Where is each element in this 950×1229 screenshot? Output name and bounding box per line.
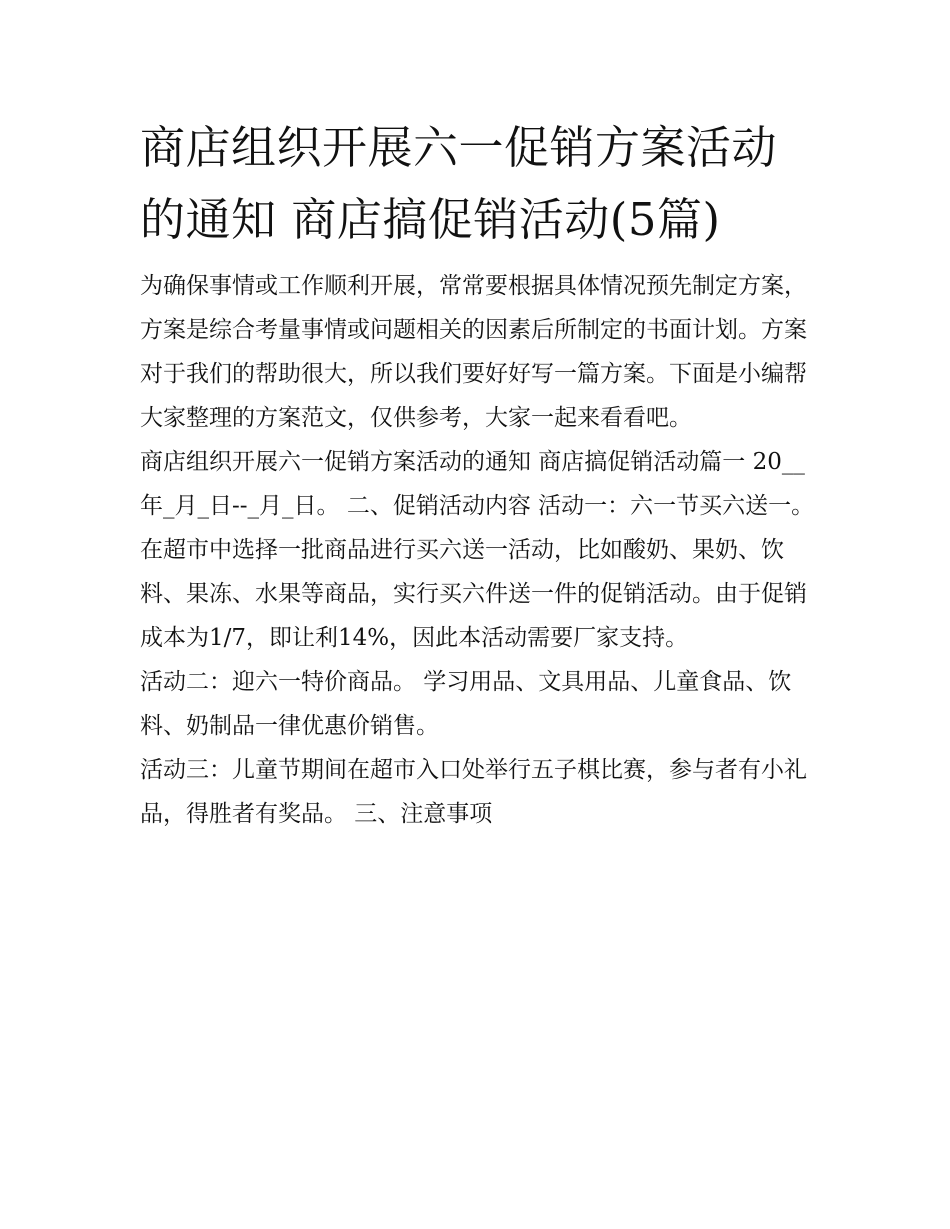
paragraph-activity-three: 活动三：儿童节期间在超市入口处举行五子棋比赛，参与者有小礼品，得胜者有奖品。 三、注意事项: [140, 757, 807, 827]
paragraph-activity-two: 活动二：迎六一特价商品。 学习用品、文具用品、儿童食品、饮料、奶制品一律优惠价销售。: [140, 669, 792, 739]
document-title: 商店组织开展六一促销方案活动的通知 商店搞促销活动(5篇): [140, 121, 778, 246]
paragraph-intro: 为确保事情或工作顺利开展，常常要根据具体情况预先制定方案，方案是综合考量事情或问题相关的因素后所制定的书面计划。方案对于我们的帮助很大，所以我们要好好写一篇方案。下面是小编帮大家整理的方案范文，仅供参考，大家一起来看看吧。: [140, 273, 807, 431]
paragraph-event-time: 商店组织开展六一促销方案活动的通知 商店搞促销活动篇一 20__年_月_日--_月_日。 二、促销活动内容 活动一：六一节买六送一。: [140, 449, 815, 519]
document-page: [140, 112, 820, 836]
paragraph-activity-one: 在超市中选择一批商品进行买六送一活动，比如酸奶、果奶、饮料、果冻、水果等商品，实行买六件送一件的促销活动。由于促销成本为1/7，即让利14%，因此本活动需要厂家支持。: [140, 537, 807, 651]
